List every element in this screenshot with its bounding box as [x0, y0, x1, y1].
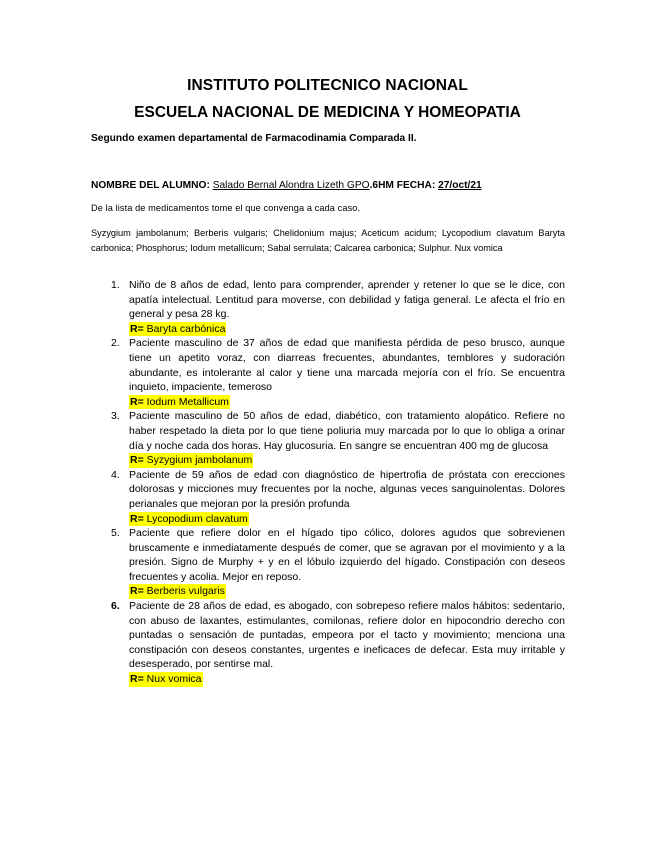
- answer-prefix: R=: [130, 395, 144, 408]
- case-number: 3.: [111, 410, 120, 423]
- case-text: Paciente masculino de 50 años de edad, diabético, con tratamiento alopático. Refiere no haber respetado la dieta por lo que tiene poliuria muy marcada por lo que lo obliga a orinar día y noche cada dos horas. Hay glucosuria. En sangre se encuentran 400 mg de glucosa: [129, 410, 565, 452]
- case-number: 1.: [111, 279, 120, 291]
- answer-value: Baryta carbónica: [146, 322, 226, 335]
- case-answer: [129, 584, 226, 599]
- date-label: FECHA:: [396, 180, 436, 191]
- case-number: 5.: [111, 527, 120, 540]
- date-value: 27/oct/21: [438, 180, 482, 191]
- answer-prefix: R=: [130, 322, 144, 335]
- exam-title: Segundo examen departamental de Farmacodinamia Comparada II.: [91, 133, 417, 144]
- student-name-value: Salado Bernal Alondra Lizeth GPO: [212, 180, 370, 191]
- case-number: 6.: [111, 600, 120, 613]
- answer-value: Berberis vulgaris: [146, 585, 225, 598]
- answer-prefix: R=: [130, 673, 144, 686]
- medication-list: Syzygium jambolanum; Berberis vulgaris; Chelidonium majus; Aceticum acidum; Lycopodium clavatum Baryta carbonica; Phosphorus; Iodum metallicum; Sabal serrulata; Calcarea carbonica; Sulphur. Nux vomica: [91, 228, 565, 253]
- answer-prefix: R=: [130, 454, 144, 467]
- answer-prefix: R=: [130, 512, 144, 525]
- case-item: [111, 409, 565, 467]
- case-answer: [129, 512, 249, 527]
- case-number: 2.: [111, 337, 120, 350]
- answer-value: Iodum Metallicum: [146, 395, 229, 408]
- case-item: [111, 278, 565, 336]
- student-name-label: NOMBRE DEL ALUMNO:: [91, 180, 210, 191]
- case-text: Paciente de 28 años de edad, es abogado, con sobrepeso refiere malos hábitos: sedentario, con abuso de laxantes, estimulantes, comilonas, refiere dolor en hipocondrio derecho con puntadas o sensación de puntadas, empeora por el tacto y movimiento; menciona una constipación con deseos constantes, urgentes e ineficaces de defecar. Esta muy irritable y desesperado, por sentirse mal.: [129, 600, 565, 671]
- case-text: Paciente que refiere dolor en el hígado tipo cólico, dolores agudos que sobrevienen bruscamente e inmediatamente después de comer, que se agravan por el movimiento y a la presión. Signo de Murphy + y en el lóbulo izquierdo del hígado. Constipación con deseos frecuentes y acolia. Mejor en reposo.: [129, 527, 565, 583]
- case-text: Paciente de 59 años de edad con diagnóstico de hipertrofia de próstata con erecciones dolorosas y micciones muy frecuentes por la noche, algunas veces sanguinolentas. Dolores perianales que mejoran por la presión profunda: [129, 468, 565, 510]
- answer-value: Syzygium jambolanum: [146, 454, 253, 467]
- answer-prefix: R=: [130, 585, 144, 598]
- case-item: [111, 599, 565, 687]
- case-answer: [129, 453, 253, 468]
- answer-value: Lycopodium clavatum: [146, 512, 248, 525]
- student-info-line: [91, 180, 482, 191]
- case-list: [111, 278, 565, 687]
- case-item: [111, 468, 565, 526]
- case-answer: [129, 672, 203, 687]
- case-answer: [129, 322, 226, 337]
- case-text: Niño de 8 años de edad, lento para comprender, aprender y retener lo que se le dice, con apatía intelectual. Lentitud para moverse, con debilidad y fatiga general. Le afecta el frío en general y pesa 28 kg.: [129, 279, 565, 321]
- case-text: Paciente masculino de 37 años de edad que manifiesta pérdida de peso brusco, aunque tiene un apetito voraz, con diarreas frecuentes, abundantes, temblores y sudoración abundante, es intolerante al calor y tiene una marcada mejoría con el frío. Se encuentra inquieto, impaciente, temeroso: [129, 337, 565, 394]
- case-answer: [129, 395, 230, 410]
- school-title: ESCUELA NACIONAL DE MEDICINA Y HOMEOPATIA: [134, 104, 521, 121]
- student-group-value: .6HM: [369, 180, 394, 191]
- case-number: 4.: [111, 468, 120, 481]
- instructions-text: De la lista de medicamentos tome el que convenga a cada caso.: [91, 203, 361, 213]
- answer-value: Nux vomica: [146, 673, 202, 686]
- case-item: [111, 526, 565, 599]
- institution-title: INSTITUTO POLITECNICO NACIONAL: [187, 77, 468, 94]
- case-item: [111, 336, 565, 409]
